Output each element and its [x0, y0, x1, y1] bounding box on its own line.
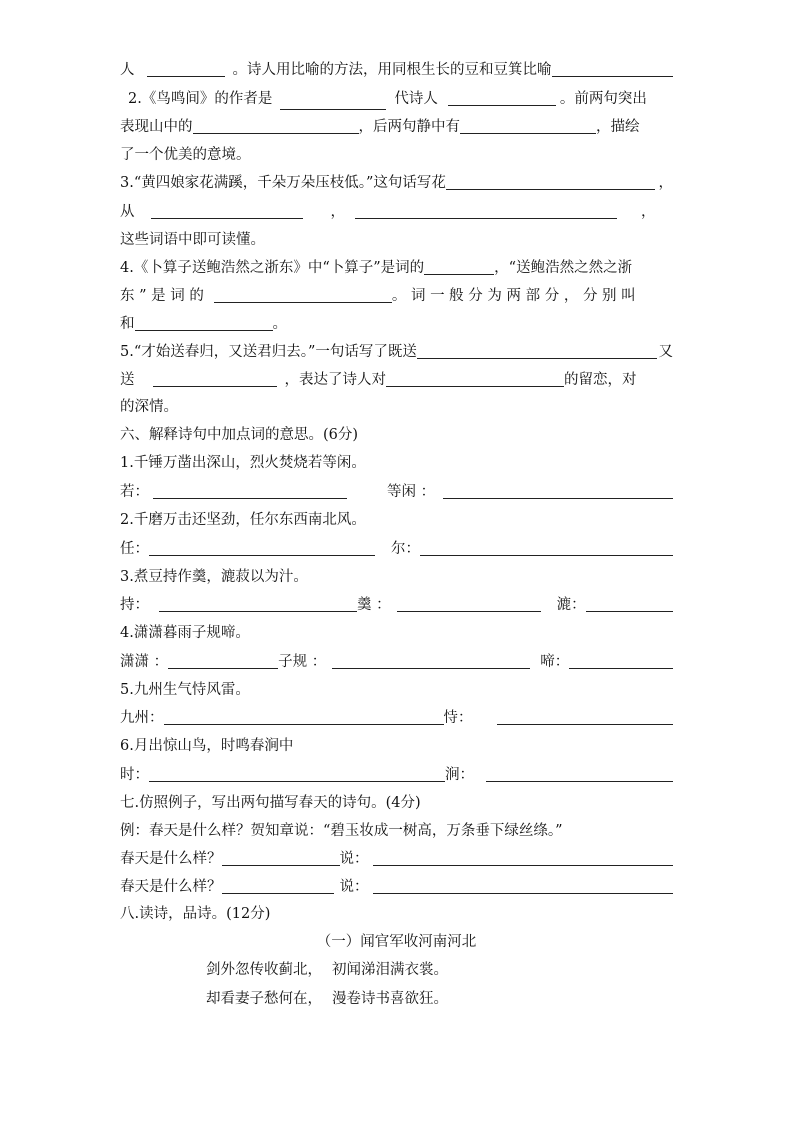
q6-answer-row-4	[120, 647, 673, 673]
answer-blank[interactable]	[168, 653, 278, 669]
q7-answer-row-1	[120, 844, 673, 870]
verse-text: 2.千磨万击还坚劲，任尔东西南北风。	[120, 512, 366, 528]
term-label: 时：	[120, 767, 149, 783]
blank-field[interactable]	[355, 203, 617, 219]
poet-blank[interactable]	[222, 850, 340, 866]
text: 送	[120, 372, 135, 388]
text: 3.“黄四娘家花满蹊，千朵万朵压枝低。”这句话写花	[120, 175, 446, 191]
poem-blank[interactable]	[373, 878, 674, 894]
term-label: 啼：	[540, 654, 570, 670]
q6-verse-2	[120, 505, 673, 531]
text: ，	[641, 204, 656, 220]
poem-title-row	[120, 927, 673, 953]
q5-item-2-line-1	[128, 84, 673, 110]
text: 的深情。	[120, 399, 178, 415]
q7-answer-row-2	[120, 872, 673, 898]
example-text: 例：春天是什么样？贺知章说：“碧玉妆成一树高，万条垂下绿丝绦。”	[120, 823, 563, 839]
term-label: 任：	[120, 541, 149, 557]
q5-item-5-line-2	[120, 365, 673, 391]
text: 从	[120, 204, 135, 220]
poem-line-2	[206, 984, 626, 1010]
q6-verse-1	[120, 448, 673, 474]
q6-answer-row-2	[120, 534, 673, 560]
verse-text: 6.月出惊山鸟，时鸣春涧中	[120, 738, 294, 754]
prompt-text: 春天是什么样？	[120, 879, 222, 895]
answer-blank[interactable]	[397, 596, 541, 612]
answer-blank[interactable]	[149, 766, 445, 782]
section-heading: 八.读诗，品诗。(12分)	[120, 906, 271, 922]
answer-blank[interactable]	[569, 653, 673, 669]
q6-verse-4	[120, 618, 673, 644]
answer-blank[interactable]	[164, 709, 444, 725]
text: 又	[658, 344, 673, 360]
answer-blank[interactable]	[153, 483, 347, 499]
answer-blank[interactable]	[149, 540, 375, 556]
verse-text: 4.潇潇暮雨子规啼。	[120, 625, 250, 641]
q7-example	[120, 816, 673, 842]
text: 人	[120, 62, 135, 78]
blank-field[interactable]	[386, 371, 564, 387]
blank-field[interactable]	[214, 287, 392, 303]
text: 。	[272, 316, 287, 332]
term-label: 尔：	[391, 541, 420, 557]
term-label: 持：	[120, 597, 149, 613]
q5-item-4-line-1	[120, 253, 673, 279]
text: 和	[120, 316, 135, 332]
prompt-text: 说：	[339, 851, 369, 867]
verse-text: 5.九州生气恃风雷。	[120, 682, 250, 698]
text: 的留恋，对	[564, 372, 637, 388]
blank-field[interactable]	[193, 118, 359, 134]
term-label: 若：	[120, 484, 149, 500]
q5-item-2-line-3	[120, 140, 673, 166]
text: 了一个优美的意境。	[120, 147, 251, 163]
text: 代诗人	[394, 91, 438, 107]
poet-blank[interactable]	[222, 878, 334, 894]
q6-verse-5	[120, 675, 673, 701]
text: 。前两句突出	[559, 91, 647, 107]
term-label: 涧：	[445, 767, 474, 783]
term-label: 等闲 ：	[387, 484, 436, 500]
text: ，	[330, 204, 345, 220]
answer-blank[interactable]	[159, 596, 357, 612]
q6-answer-row-5	[120, 703, 673, 729]
answer-blank[interactable]	[420, 540, 673, 556]
q5-item-5-line-1	[120, 337, 673, 363]
blank-field[interactable]	[147, 61, 225, 77]
text: 5.“才始送春归，又送君归去。”一句话写了既送	[120, 344, 417, 360]
blank-field[interactable]	[552, 61, 674, 77]
section-heading: 六、解释诗句中加点词的意思。(6分)	[120, 427, 359, 443]
q5-item-2-line-2	[120, 112, 673, 138]
blank-field[interactable]	[417, 343, 657, 359]
text: ，	[658, 175, 673, 191]
answer-blank[interactable]	[486, 766, 673, 782]
text: 。诗人用比喻的方法，用同根生长的豆和豆箕比喻	[232, 62, 552, 78]
blank-field[interactable]	[153, 371, 277, 387]
text: 4.《卜算子送鲍浩然之浙东》中“卜算子”是词的	[120, 260, 425, 276]
text: 。 词 一 般 分 为 两 部 分 ， 分 别 叫	[391, 288, 636, 304]
term-label: 漉：	[556, 597, 586, 613]
q5-item-5-line-3	[120, 392, 673, 418]
blank-field[interactable]	[151, 203, 303, 219]
text: 这些词语中即可读懂。	[120, 232, 265, 248]
blank-field[interactable]	[448, 90, 556, 106]
text: 东 ” 是 词 的	[120, 288, 204, 304]
text: ，表达了诗人对	[284, 372, 386, 388]
poem-verse: 剑外忽传收蓟北，	[206, 962, 322, 978]
prompt-text: 说：	[339, 879, 369, 895]
section-8-title	[120, 899, 673, 925]
text: 表现山中的	[120, 119, 193, 135]
q6-answer-row-6	[120, 760, 673, 786]
text: 2.《鸟鸣间》的作者是	[128, 91, 273, 107]
term-label: 子规 ：	[278, 654, 327, 670]
term-label: 羹 ：	[357, 597, 391, 613]
blank-field[interactable]	[460, 118, 596, 134]
poem-verse: 漫卷诗书喜欲狂。	[332, 991, 448, 1007]
section-7-title	[120, 788, 673, 814]
q6-answer-row-3	[120, 590, 673, 616]
q5-item-3-line-3	[120, 225, 673, 251]
section-heading: 七.仿照例子，写出两句描写春天的诗句。(4分)	[120, 795, 421, 811]
q5-item-4-line-3	[120, 309, 673, 335]
poem-blank[interactable]	[373, 850, 674, 866]
section-6-title	[120, 420, 673, 446]
answer-blank[interactable]	[443, 483, 673, 499]
answer-blank[interactable]	[497, 709, 674, 725]
verse-text: 3.煮豆持作羹，漉菽以为汁。	[120, 569, 308, 585]
poem-title: （一）闻官军收河南河北	[316, 934, 477, 950]
term-label: 恃：	[443, 710, 473, 726]
q5-item-3-line-1	[120, 168, 673, 194]
answer-blank[interactable]	[586, 596, 673, 612]
poem-verse: 却看妻子愁何在，	[206, 991, 322, 1007]
term-label: 九州：	[120, 710, 164, 726]
poem-verse: 初闻涕泪满衣裳。	[332, 962, 448, 978]
text: ，“送鲍浩然之然之浙	[494, 260, 633, 276]
verse-text: 1.千锤万凿出深山，烈火焚烧若等闲。	[120, 455, 366, 471]
blank-field[interactable]	[446, 174, 655, 190]
blank-field[interactable]	[135, 315, 273, 331]
prompt-text: 春天是什么样？	[120, 851, 222, 867]
answer-blank[interactable]	[332, 653, 530, 669]
text: ，后两句静中有	[358, 119, 460, 135]
q6-verse-3	[120, 562, 673, 588]
poem-line-1	[206, 955, 626, 981]
q5-line-1	[120, 55, 673, 81]
q5-item-4-line-2	[120, 281, 673, 307]
term-label: 潇潇 ：	[120, 654, 169, 670]
blank-field[interactable]	[424, 259, 494, 275]
q5-item-3-line-2	[120, 197, 673, 223]
q6-verse-6	[120, 731, 673, 757]
blank-field[interactable]	[280, 94, 386, 110]
text: ，描绘	[596, 119, 640, 135]
q6-answer-row-1	[120, 477, 673, 503]
